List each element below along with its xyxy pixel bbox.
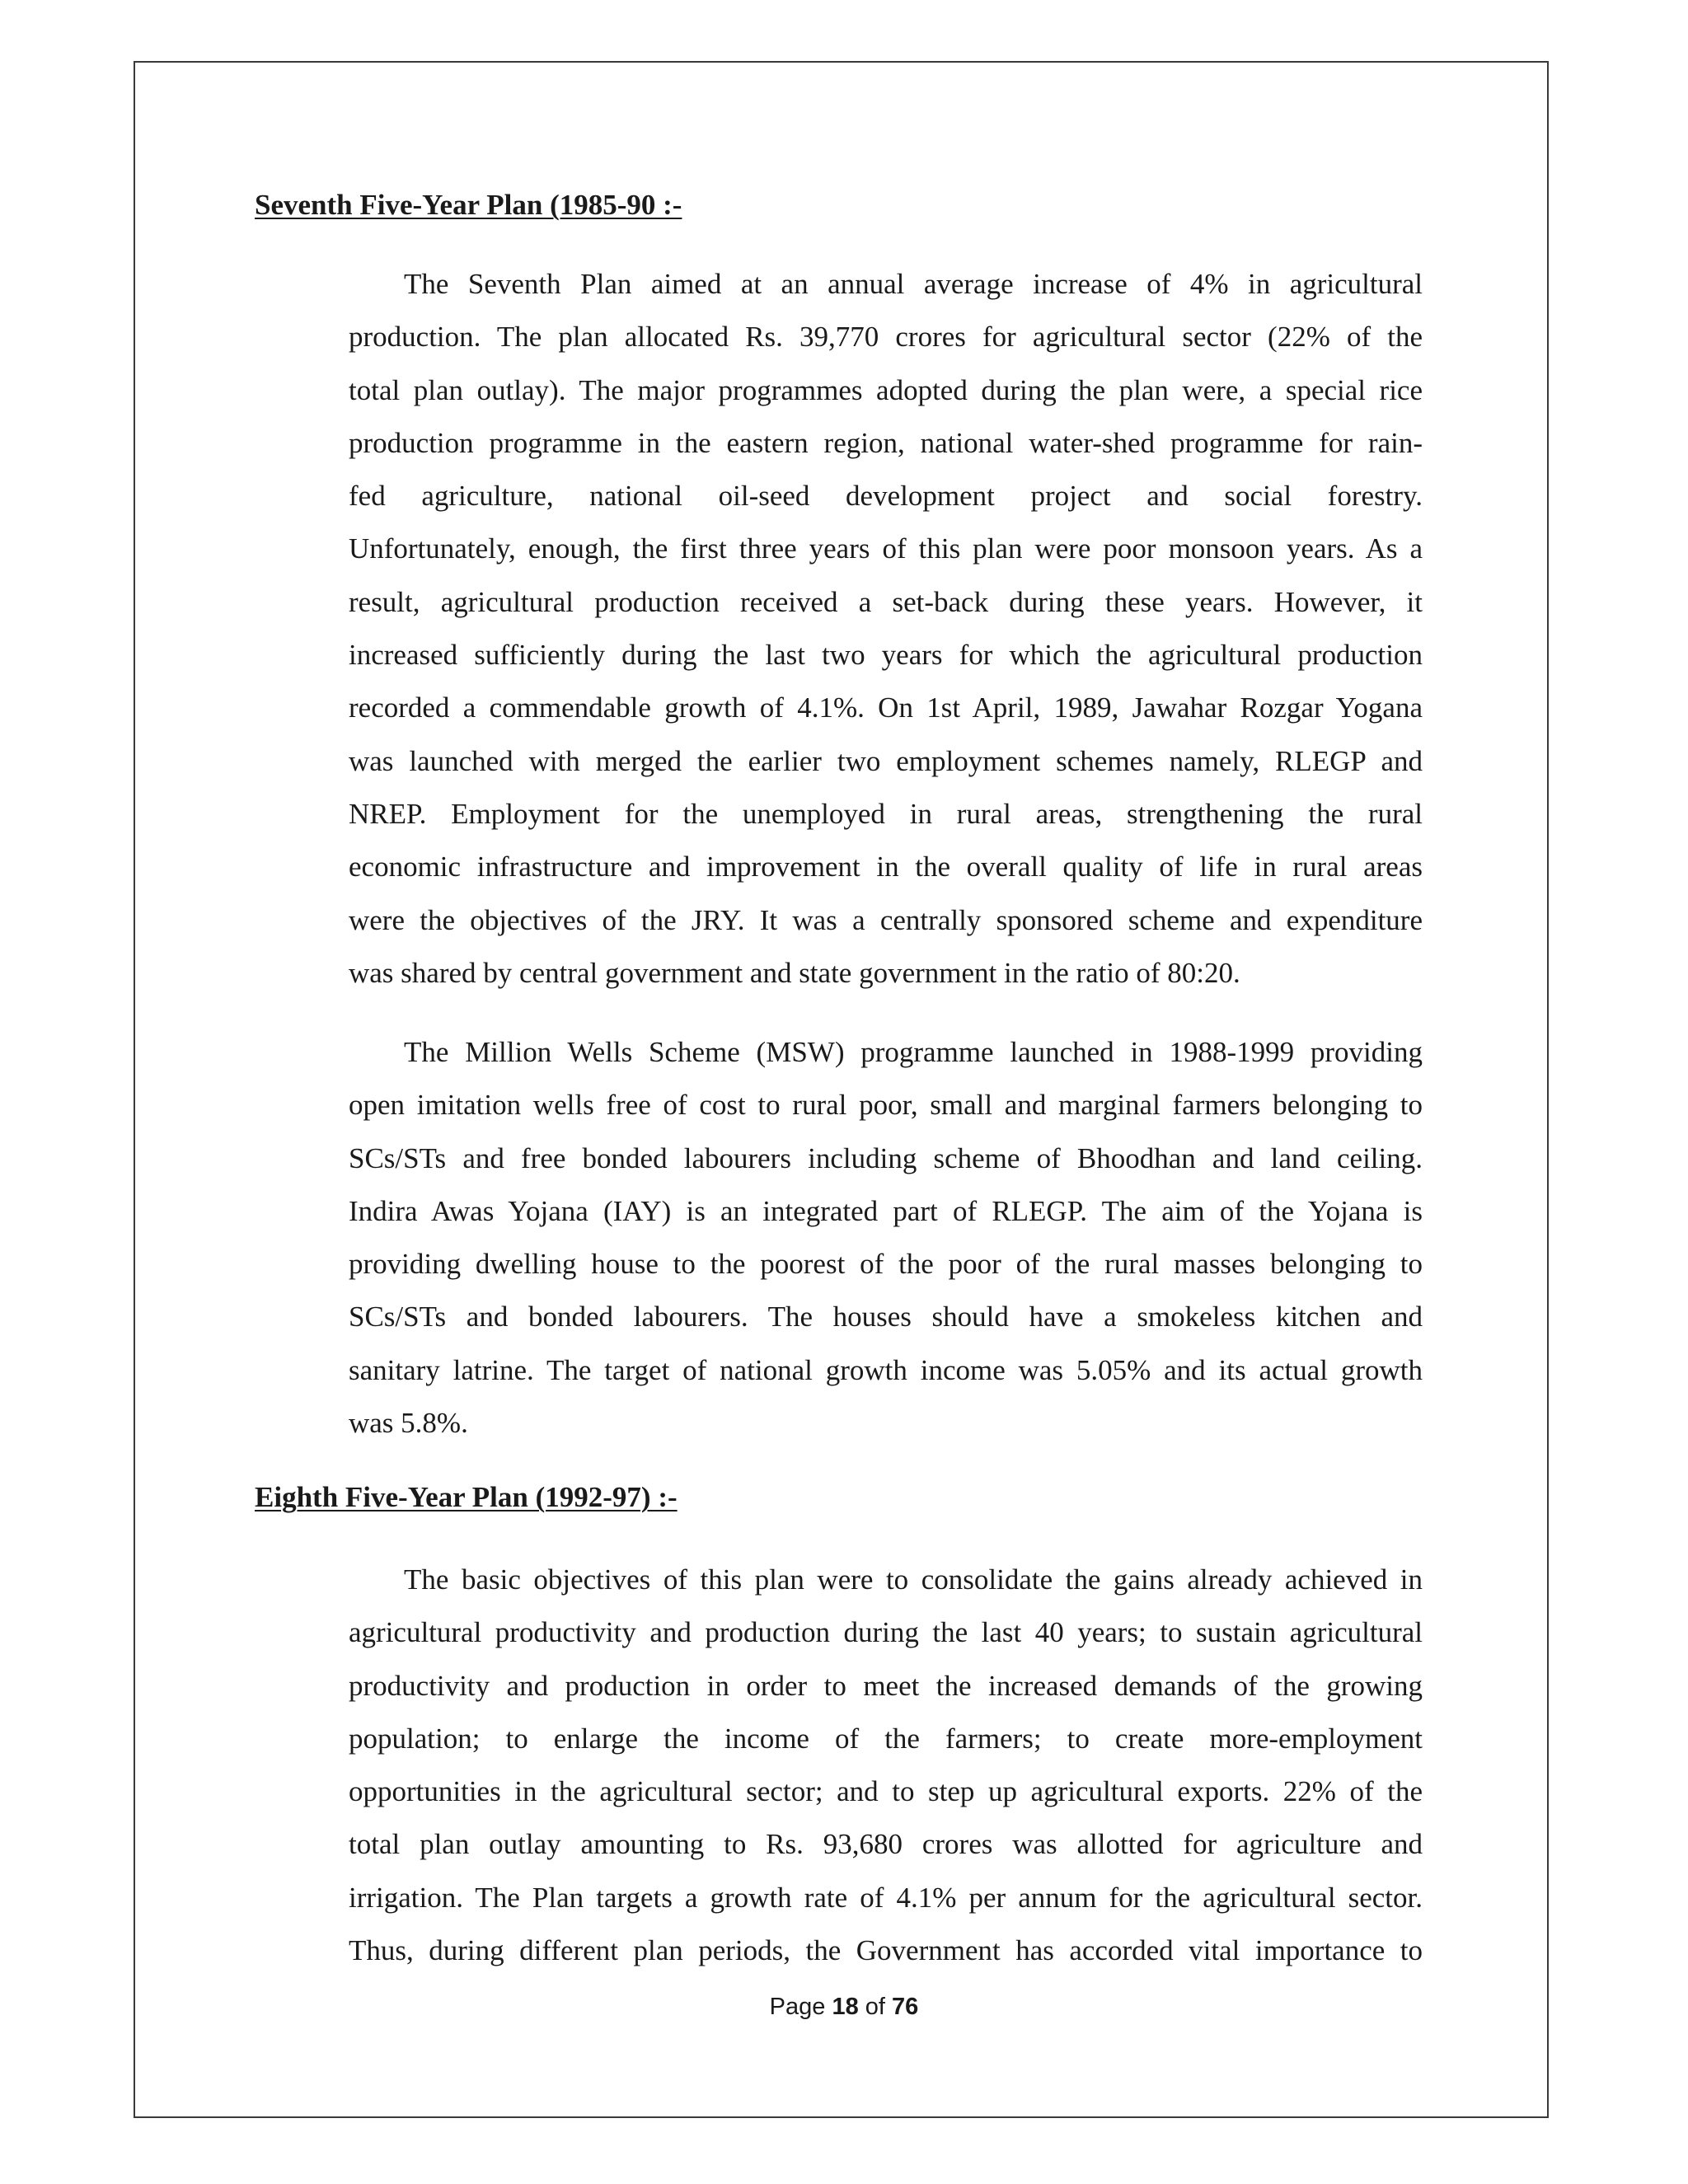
text-line: providing dwelling house to the poorest of the poor of the rural masses belonging to xyxy=(349,1248,1423,1281)
text-line: result, agricultural production received a set-back during these years. However, it xyxy=(349,585,1423,618)
text-line: sanitary latrine. The target of national growth income was 5.05% and its actual growth xyxy=(349,1353,1423,1386)
current-page-number: 18 xyxy=(832,1994,859,2020)
text-line: opportunities in the agricultural sector; and to step up agricultural exports. 22% of the xyxy=(349,1775,1423,1808)
paragraph-eighth-plan-1 xyxy=(349,1554,1423,1977)
text-line: fed agriculture, national oil-seed development project and social forestry. xyxy=(349,480,1423,513)
text-line: was shared by central government and state government in the ratio of 80:20. xyxy=(349,956,1240,989)
text-line: population; to enlarge the income of the farmers; to create more-employment xyxy=(349,1722,1423,1755)
text-line: economic infrastructure and improvement in the overall quality of life in rural areas xyxy=(349,851,1423,883)
paragraph-seventh-plan-2 xyxy=(349,1026,1423,1450)
text-line: Thus, during different plan periods, the Government has accorded vital importance to xyxy=(349,1934,1423,1967)
of-word: of xyxy=(865,1994,885,2020)
text-line: total plan outlay). The major programmes adopted during the plan were, a special rice xyxy=(349,373,1423,406)
section-heading-seventh-plan: Seventh Five-Year Plan (1985-90 :- xyxy=(255,189,682,221)
text-line: The basic objectives of this plan were to consolidate the gains already achieved in xyxy=(404,1563,1423,1596)
text-line: SCs/STs and free bonded labourers including scheme of Bhoodhan and land ceiling. xyxy=(349,1141,1423,1174)
total-pages-number: 76 xyxy=(892,1994,919,2020)
text-line: recorded a commendable growth of 4.1%. On 1st April, 1989, Jawahar Rozgar Yogana xyxy=(349,691,1423,724)
text-line: The Million Wells Scheme (MSW) programme launched in 1988-1999 providing xyxy=(404,1036,1423,1068)
paragraph-seventh-plan-1 xyxy=(349,258,1423,1000)
text-line: agricultural productivity and production during the last 40 years; to sustain agricultural xyxy=(349,1616,1423,1649)
text-line: were the objectives of the JRY. It was a centrally sponsored scheme and expenditure xyxy=(349,903,1423,936)
text-line: production. The plan allocated Rs. 39,770 crores for agricultural sector (22% of the xyxy=(349,321,1423,354)
text-line: irrigation. The Plan targets a growth rate of 4.1% per annum for the agricultural sector. xyxy=(349,1881,1423,1914)
text-line: SCs/STs and bonded labourers. The houses should have a smokeless kitchen and xyxy=(349,1301,1423,1333)
text-line: Indira Awas Yojana (IAY) is an integrated part of RLEGP. The aim of the Yojana is xyxy=(349,1194,1423,1227)
section-heading-eighth-plan: Eighth Five-Year Plan (1992-97) :- xyxy=(255,1481,678,1513)
text-line: increased sufficiently during the last two years for which the agricultural production xyxy=(349,639,1423,672)
text-line: open imitation wells free of cost to rural poor, small and marginal farmers belonging to xyxy=(349,1089,1423,1122)
text-line: The Seventh Plan aimed at an annual average increase of 4% in agricultural xyxy=(404,268,1423,300)
text-line: productivity and production in order to meet the increased demands of the growing xyxy=(349,1669,1423,1702)
page-footer xyxy=(0,1992,1688,2022)
text-line: Unfortunately, enough, the first three years of this plan were poor monsoon years. As a xyxy=(349,532,1423,565)
text-line: total plan outlay amounting to Rs. 93,680 crores was allotted for agriculture and xyxy=(349,1828,1423,1861)
text-line: was launched with merged the earlier two employment schemes namely, RLEGP and xyxy=(349,744,1423,777)
text-line: NREP. Employment for the unemployed in rural areas, strengthening the rural xyxy=(349,797,1423,830)
text-line: production programme in the eastern region, national water-shed programme for rain- xyxy=(349,426,1423,459)
text-line: was 5.8%. xyxy=(349,1407,468,1440)
page-word: Page xyxy=(769,1994,826,2020)
